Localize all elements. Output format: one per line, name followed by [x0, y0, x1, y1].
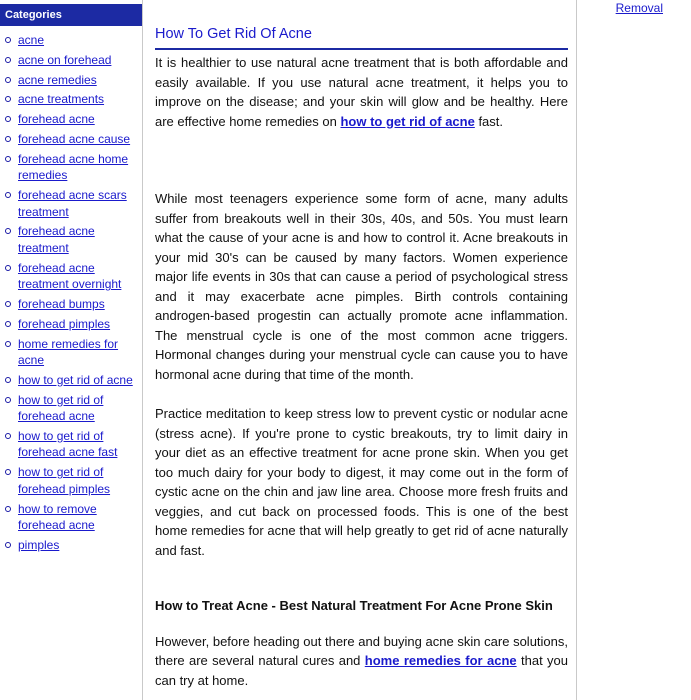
bullet-icon [5, 506, 11, 512]
sidebar-item [0, 428, 142, 461]
category-link[interactable]: how to get rid of acne [18, 372, 133, 387]
bullet-icon [5, 265, 11, 271]
removal-link[interactable]: Removal [615, 1, 663, 15]
home-remedies-link[interactable]: home remedies for acne [364, 653, 517, 668]
bullet-icon [5, 341, 11, 347]
adult-acne-paragraph: While most teenagers experience some form of acne, many adults suffer from breakouts well in their 30s, 40s, and 50s. You must learn what the cause of your acne is and how to control it. Acne breakouts in your mid 30's can be caused by many factors. Women experience major life events in 30s that can cause a period of psychological stress and it may exacerbate acne pimples. Birth controls containing androgen-based progestin can actually promote acne inflammation. The menstrual cycle is one of the most common acne triggers. Hormonal changes during your menstrual cycle can cause you to have hormonal acne during that time of the month. [155, 191, 568, 382]
bullet-icon [5, 469, 11, 475]
sidebar-item [0, 223, 142, 256]
sidebar-item [0, 32, 142, 49]
sidebar-item [0, 336, 142, 369]
bullet-icon [5, 433, 11, 439]
category-link[interactable]: home remedies for acne [18, 336, 119, 368]
categories-list [0, 32, 142, 553]
category-link[interactable]: acne [18, 33, 45, 47]
category-link[interactable]: how to get rid of forehead pimples [18, 465, 111, 496]
category-link[interactable]: forehead bumps [18, 296, 105, 311]
category-link[interactable]: how to get rid of forehead acne [18, 392, 104, 424]
category-link[interactable]: acne treatments [18, 92, 105, 107]
category-link[interactable]: pimples [18, 537, 60, 552]
sidebar-item [0, 392, 142, 425]
bullet-icon [5, 136, 11, 142]
sidebar-item [0, 72, 142, 89]
category-link[interactable]: acne remedies [18, 72, 97, 87]
category-link[interactable]: how to remove forehead acne [18, 501, 97, 533]
intro-text-end: fast. [474, 113, 504, 129]
remedies-text: However, before heading out there and buying acne skin care solutions, there are several natural cures and [155, 633, 568, 668]
stress-acne-paragraph: Practice meditation to keep stress low to prevent cystic or nodular acne (stress acne). If you're prone to cystic breakouts, try to limit dairy in your diet as an effective treatment for acne prone skin. When you get too much dairy for your body to digest, it may come out in the form of cystic acne on the chin and jaw line area. Choose more fresh fruits and veggies, and cut back on processed foods. This is one of the best home remedies for acne that will help greatly to get rid of acne naturally and fast. [155, 406, 568, 558]
sidebar-item [0, 372, 142, 389]
intro-paragraph [155, 53, 568, 131]
sidebar-item [0, 260, 142, 293]
bullet-icon [5, 156, 11, 162]
sidebar-item [0, 501, 142, 534]
bullet-icon [5, 377, 11, 383]
bullet-icon [5, 397, 11, 403]
bullet-icon [5, 321, 11, 327]
category-link[interactable]: forehead acne scars treatment [18, 188, 127, 219]
bullet-icon [5, 37, 11, 43]
remedies-paragraph [155, 632, 568, 691]
sidebar-item [0, 187, 142, 220]
bullet-icon [5, 77, 11, 83]
category-link[interactable]: forehead acne [18, 112, 95, 127]
bullet-icon [5, 192, 11, 198]
sidebar-item [0, 537, 142, 554]
category-link[interactable]: forehead acne cause [18, 131, 131, 146]
categories-sidebar [0, 0, 143, 700]
category-link[interactable]: forehead pimples [18, 316, 111, 331]
intro-text: It is healthier to use natural acne treatment that is both affordable and easily available. If you use natural acne treatment, it helps you to improve on the disease; and your skin will glow and be healthy. Here are effective home remedies on [155, 55, 568, 129]
sidebar-item [0, 52, 142, 69]
how-to-get-rid-of-acne-link[interactable]: how to get rid of acne [340, 113, 475, 129]
category-link[interactable]: forehead acne treatment [18, 224, 95, 255]
right-sidebar [576, 0, 691, 700]
sidebar-item [0, 91, 142, 108]
category-link[interactable]: how to get rid of forehead acne fast [18, 428, 118, 460]
categories-header: Categories [0, 4, 142, 26]
sidebar-item [0, 131, 142, 148]
sidebar-item [0, 464, 142, 497]
page-title: How To Get Rid Of Acne [155, 26, 568, 50]
bullet-icon [5, 301, 11, 307]
bullet-icon [5, 57, 11, 63]
sidebar-item [0, 316, 142, 333]
category-link[interactable]: forehead acne home remedies [18, 151, 129, 183]
bullet-icon [5, 96, 11, 102]
section-heading: How to Treat Acne - Best Natural Treatment For Acne Prone Skin [155, 598, 553, 613]
article [155, 0, 568, 690]
sidebar-item [0, 296, 142, 313]
bullet-icon [5, 116, 11, 122]
category-link[interactable]: acne on forehead [18, 52, 112, 67]
category-link[interactable]: forehead acne treatment overnight [18, 260, 122, 292]
remedies-text-end: that you can try at home. [155, 653, 569, 688]
bullet-icon [5, 228, 11, 234]
bullet-icon [5, 542, 11, 548]
sidebar-item [0, 151, 142, 184]
sidebar-item [0, 111, 142, 128]
